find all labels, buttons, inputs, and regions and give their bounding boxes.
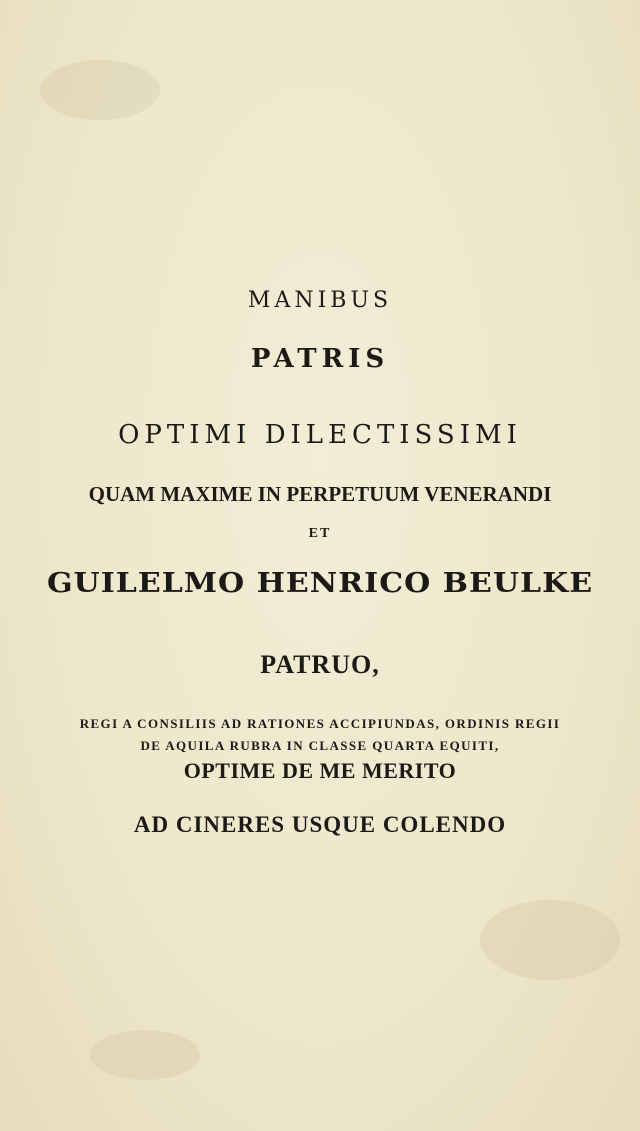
paper-stain <box>40 60 160 120</box>
dedication-manibus: MANIBUS <box>247 288 393 313</box>
dedication-optime: OPTIME DE ME MERITO <box>183 758 457 783</box>
dedication-office-line-1: REGI A CONSILIIS AD RATIONES ACCIPIUNDAS, ORDINIS REGII <box>79 716 561 731</box>
dedication-cineres: AD CINERES USQUE COLENDO <box>133 812 507 837</box>
dedication-patruo: PATRUO, <box>260 650 380 679</box>
dedication-quam: QUAM MAXIME IN PERPETUUM VENERANDI <box>88 482 552 506</box>
paper-stain <box>480 900 620 980</box>
dedication-office-line-2: DE AQUILA RUBRA IN CLASSE QUARTA EQUITI, <box>140 738 500 753</box>
dedication-patris: PATRIS <box>250 344 390 374</box>
dedication-et: ET <box>308 526 332 541</box>
dedication-optimi: OPTIMI DILECTISSIMI <box>118 420 522 450</box>
paper-stain <box>90 1030 200 1080</box>
dedication-name: GUILELMO HENRICO BEULKE <box>46 567 594 600</box>
